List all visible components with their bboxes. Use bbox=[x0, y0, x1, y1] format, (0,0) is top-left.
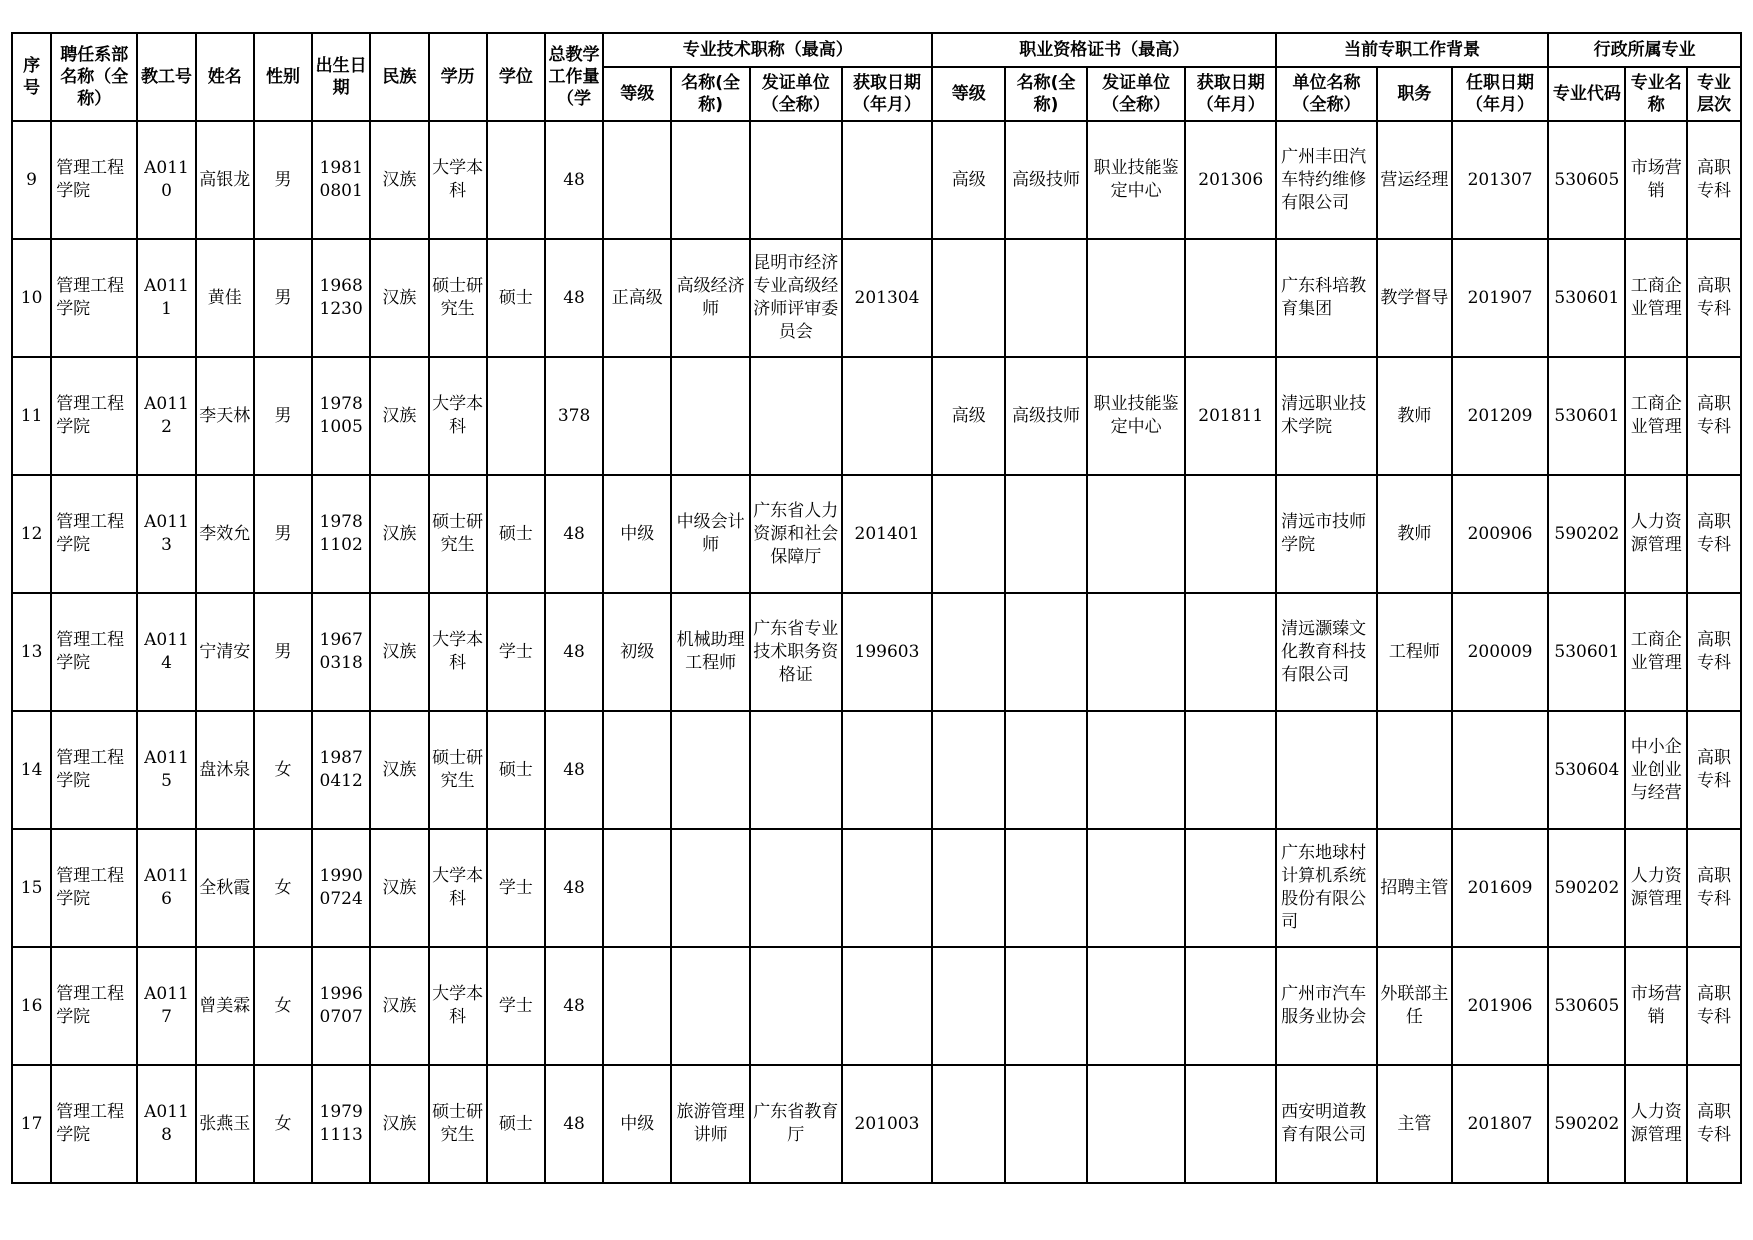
table-row bbox=[12, 239, 1741, 357]
cell-title-issuer bbox=[750, 947, 842, 1065]
cell-cert-level bbox=[932, 475, 1005, 593]
cell-title-name bbox=[671, 829, 749, 947]
cell-cert-level bbox=[932, 711, 1005, 829]
cell-employer bbox=[1276, 711, 1377, 829]
cell-seq: 16 bbox=[12, 947, 51, 1065]
cell-start-date: 201906 bbox=[1452, 947, 1548, 1065]
cell-workload: 48 bbox=[545, 121, 603, 239]
cell-seq: 11 bbox=[12, 357, 51, 475]
cell-staff-id: A0117 bbox=[137, 947, 195, 1065]
cell-degree: 学士 bbox=[487, 829, 545, 947]
cell-title-date bbox=[842, 947, 933, 1065]
cell-birth: 19900724 bbox=[312, 829, 370, 947]
cell-education: 硕士研究生 bbox=[429, 711, 487, 829]
staff-table bbox=[11, 32, 1742, 1184]
header-major-name: 专业名称 bbox=[1625, 67, 1687, 121]
cell-cert-level bbox=[932, 1065, 1005, 1183]
header-ethnicity: 民族 bbox=[370, 33, 428, 121]
header-tech-title-group: 专业技术职称（最高） bbox=[603, 33, 932, 67]
cell-position: 营运经理 bbox=[1377, 121, 1452, 239]
cell-seq: 13 bbox=[12, 593, 51, 711]
header-degree: 学位 bbox=[487, 33, 545, 121]
cell-workload: 48 bbox=[545, 593, 603, 711]
cell-cert-name: 高级技师 bbox=[1005, 121, 1087, 239]
cell-cert-issuer bbox=[1087, 829, 1186, 947]
cell-start-date: 200009 bbox=[1452, 593, 1548, 711]
cell-seq: 9 bbox=[12, 121, 51, 239]
header-gender: 性别 bbox=[254, 33, 312, 121]
cell-title-name bbox=[671, 947, 749, 1065]
cell-major-name: 人力资源管理 bbox=[1625, 1065, 1687, 1183]
cell-ethnicity: 汉族 bbox=[370, 475, 428, 593]
cell-major-code: 590202 bbox=[1548, 829, 1625, 947]
header-workload: 总教学工作量（学 bbox=[545, 33, 603, 121]
cell-cert-level: 高级 bbox=[932, 357, 1005, 475]
cell-major-level: 高职专科 bbox=[1687, 357, 1741, 475]
cell-name: 宁清安 bbox=[196, 593, 254, 711]
cell-degree: 硕士 bbox=[487, 239, 545, 357]
table-row bbox=[12, 357, 1741, 475]
cell-title-level bbox=[603, 357, 671, 475]
cell-cert-name: 高级技师 bbox=[1005, 357, 1087, 475]
cell-cert-date bbox=[1185, 475, 1276, 593]
header-major-code: 专业代码 bbox=[1548, 67, 1625, 121]
header-department: 聘任系部名称（全称） bbox=[51, 33, 137, 121]
cell-workload: 48 bbox=[545, 829, 603, 947]
cell-birth: 19781005 bbox=[312, 357, 370, 475]
cell-title-date bbox=[842, 357, 933, 475]
cell-major-name: 人力资源管理 bbox=[1625, 829, 1687, 947]
cell-degree: 学士 bbox=[487, 947, 545, 1065]
cell-title-name: 旅游管理讲师 bbox=[671, 1065, 749, 1183]
cell-employer: 广东科培教育集团 bbox=[1276, 239, 1377, 357]
table-row bbox=[12, 711, 1741, 829]
cell-cert-level: 高级 bbox=[932, 121, 1005, 239]
cell-staff-id: A0112 bbox=[137, 357, 195, 475]
cell-title-issuer bbox=[750, 121, 842, 239]
cell-cert-date bbox=[1185, 239, 1276, 357]
table-row bbox=[12, 1065, 1741, 1183]
header-major-group: 行政所属专业 bbox=[1548, 33, 1741, 67]
cell-cert-issuer bbox=[1087, 475, 1186, 593]
cell-birth: 19791113 bbox=[312, 1065, 370, 1183]
cell-education: 硕士研究生 bbox=[429, 475, 487, 593]
cell-education: 大学本科 bbox=[429, 593, 487, 711]
cell-education: 硕士研究生 bbox=[429, 239, 487, 357]
cell-major-name: 市场营销 bbox=[1625, 947, 1687, 1065]
cell-major-code: 590202 bbox=[1548, 1065, 1625, 1183]
table-row bbox=[12, 475, 1741, 593]
cell-title-issuer bbox=[750, 357, 842, 475]
header-cert-issuer: 发证单位（全称） bbox=[1087, 67, 1186, 121]
cell-title-date bbox=[842, 121, 933, 239]
cell-position: 主管 bbox=[1377, 1065, 1452, 1183]
cell-seq: 12 bbox=[12, 475, 51, 593]
cell-cert-level bbox=[932, 947, 1005, 1065]
table-row bbox=[12, 121, 1741, 239]
cell-ethnicity: 汉族 bbox=[370, 121, 428, 239]
cell-major-level: 高职专科 bbox=[1687, 475, 1741, 593]
cell-workload: 378 bbox=[545, 357, 603, 475]
cell-cert-name bbox=[1005, 829, 1087, 947]
cell-start-date: 201209 bbox=[1452, 357, 1548, 475]
cell-title-level bbox=[603, 947, 671, 1065]
cell-workload: 48 bbox=[545, 1065, 603, 1183]
cell-major-level: 高职专科 bbox=[1687, 239, 1741, 357]
cell-ethnicity: 汉族 bbox=[370, 947, 428, 1065]
cell-title-issuer bbox=[750, 829, 842, 947]
cell-major-level: 高职专科 bbox=[1687, 593, 1741, 711]
cell-cert-level bbox=[932, 829, 1005, 947]
header-cert-name: 名称(全称) bbox=[1005, 67, 1087, 121]
header-staff-id: 教工号 bbox=[137, 33, 195, 121]
header-title-issuer: 发证单位（全称） bbox=[750, 67, 842, 121]
cell-degree bbox=[487, 121, 545, 239]
cell-department: 管理工程学院 bbox=[51, 239, 137, 357]
cell-cert-name bbox=[1005, 475, 1087, 593]
cell-position: 教师 bbox=[1377, 357, 1452, 475]
cell-cert-date bbox=[1185, 593, 1276, 711]
header-start-date: 任职日期（年月） bbox=[1452, 67, 1548, 121]
cell-birth: 19670318 bbox=[312, 593, 370, 711]
cell-staff-id: A0111 bbox=[137, 239, 195, 357]
cell-degree: 学士 bbox=[487, 593, 545, 711]
cell-position: 教师 bbox=[1377, 475, 1452, 593]
cell-cert-level bbox=[932, 239, 1005, 357]
cell-title-level: 正高级 bbox=[603, 239, 671, 357]
cell-title-issuer: 广东省人力资源和社会保障厅 bbox=[750, 475, 842, 593]
header-cert-level: 等级 bbox=[932, 67, 1005, 121]
cell-start-date bbox=[1452, 711, 1548, 829]
cell-gender: 女 bbox=[254, 711, 312, 829]
cell-cert-issuer bbox=[1087, 593, 1186, 711]
cell-education: 大学本科 bbox=[429, 121, 487, 239]
header-major-level: 专业层次 bbox=[1687, 67, 1741, 121]
cell-start-date: 201807 bbox=[1452, 1065, 1548, 1183]
cell-cert-issuer bbox=[1087, 239, 1186, 357]
cell-gender: 女 bbox=[254, 947, 312, 1065]
cell-staff-id: A0110 bbox=[137, 121, 195, 239]
cell-cert-issuer bbox=[1087, 711, 1186, 829]
cell-gender: 女 bbox=[254, 829, 312, 947]
cell-employer: 清远灏臻文化教育科技有限公司 bbox=[1276, 593, 1377, 711]
cell-name: 盘沐泉 bbox=[196, 711, 254, 829]
cell-name: 全秋霞 bbox=[196, 829, 254, 947]
cell-department: 管理工程学院 bbox=[51, 711, 137, 829]
cell-ethnicity: 汉族 bbox=[370, 239, 428, 357]
cell-seq: 14 bbox=[12, 711, 51, 829]
cell-birth: 19681230 bbox=[312, 239, 370, 357]
cell-title-date: 201003 bbox=[842, 1065, 933, 1183]
cell-birth: 19781102 bbox=[312, 475, 370, 593]
cell-ethnicity: 汉族 bbox=[370, 593, 428, 711]
cell-staff-id: A0113 bbox=[137, 475, 195, 593]
header-cert-date: 获取日期（年月） bbox=[1185, 67, 1276, 121]
table-row bbox=[12, 947, 1741, 1065]
cell-cert-issuer bbox=[1087, 947, 1186, 1065]
header-title-name: 名称(全称) bbox=[671, 67, 749, 121]
cell-major-level: 高职专科 bbox=[1687, 829, 1741, 947]
cell-degree: 硕士 bbox=[487, 711, 545, 829]
cell-title-issuer bbox=[750, 711, 842, 829]
cell-education: 硕士研究生 bbox=[429, 1065, 487, 1183]
cell-major-level: 高职专科 bbox=[1687, 121, 1741, 239]
cell-major-name: 中小企业创业与经营 bbox=[1625, 711, 1687, 829]
cell-employer: 广州市汽车服务业协会 bbox=[1276, 947, 1377, 1065]
cell-education: 大学本科 bbox=[429, 829, 487, 947]
cell-name: 李效允 bbox=[196, 475, 254, 593]
cell-workload: 48 bbox=[545, 711, 603, 829]
cell-title-name bbox=[671, 711, 749, 829]
cell-title-issuer: 昆明市经济专业高级经济师评审委员会 bbox=[750, 239, 842, 357]
cell-name: 李天林 bbox=[196, 357, 254, 475]
cell-position bbox=[1377, 711, 1452, 829]
cell-title-date: 199603 bbox=[842, 593, 933, 711]
cell-cert-issuer bbox=[1087, 1065, 1186, 1183]
cell-title-level: 中级 bbox=[603, 475, 671, 593]
cell-ethnicity: 汉族 bbox=[370, 1065, 428, 1183]
header-title-date: 获取日期（年月） bbox=[842, 67, 933, 121]
cell-degree: 硕士 bbox=[487, 475, 545, 593]
cell-title-issuer: 广东省专业技术职务资格证 bbox=[750, 593, 842, 711]
table-row bbox=[12, 829, 1741, 947]
cell-title-name: 机械助理工程师 bbox=[671, 593, 749, 711]
cell-title-level: 中级 bbox=[603, 1065, 671, 1183]
cell-staff-id: A0118 bbox=[137, 1065, 195, 1183]
cell-position: 外联部主任 bbox=[1377, 947, 1452, 1065]
header-employer: 单位名称（全称） bbox=[1276, 67, 1377, 121]
cell-title-date: 201304 bbox=[842, 239, 933, 357]
cell-gender: 男 bbox=[254, 121, 312, 239]
cell-gender: 女 bbox=[254, 1065, 312, 1183]
cell-department: 管理工程学院 bbox=[51, 357, 137, 475]
cell-title-level bbox=[603, 711, 671, 829]
cell-birth: 19870412 bbox=[312, 711, 370, 829]
cell-cert-name bbox=[1005, 711, 1087, 829]
cell-cert-name bbox=[1005, 239, 1087, 357]
cell-name: 曾美霖 bbox=[196, 947, 254, 1065]
cell-employer: 广东地球村计算机系统股份有限公司 bbox=[1276, 829, 1377, 947]
cell-department: 管理工程学院 bbox=[51, 829, 137, 947]
cell-seq: 15 bbox=[12, 829, 51, 947]
cell-gender: 男 bbox=[254, 593, 312, 711]
cell-position: 工程师 bbox=[1377, 593, 1452, 711]
cell-title-date bbox=[842, 829, 933, 947]
cell-cert-name bbox=[1005, 593, 1087, 711]
cell-major-level: 高职专科 bbox=[1687, 947, 1741, 1065]
cell-major-code: 530604 bbox=[1548, 711, 1625, 829]
header-name: 姓名 bbox=[196, 33, 254, 121]
cell-staff-id: A0116 bbox=[137, 829, 195, 947]
table-body bbox=[12, 121, 1741, 1183]
cell-department: 管理工程学院 bbox=[51, 593, 137, 711]
cell-title-date: 201401 bbox=[842, 475, 933, 593]
cell-title-name: 中级会计师 bbox=[671, 475, 749, 593]
header-seq: 序号 bbox=[12, 33, 51, 121]
cell-major-level: 高职专科 bbox=[1687, 1065, 1741, 1183]
cell-birth: 19960707 bbox=[312, 947, 370, 1065]
cell-major-code: 530601 bbox=[1548, 593, 1625, 711]
cell-department: 管理工程学院 bbox=[51, 121, 137, 239]
cell-major-code: 530605 bbox=[1548, 121, 1625, 239]
header-education: 学历 bbox=[429, 33, 487, 121]
cell-cert-name bbox=[1005, 1065, 1087, 1183]
cell-degree bbox=[487, 357, 545, 475]
cell-name: 黄佳 bbox=[196, 239, 254, 357]
cell-title-date bbox=[842, 711, 933, 829]
cell-cert-level bbox=[932, 593, 1005, 711]
cell-cert-date: 201811 bbox=[1185, 357, 1276, 475]
cell-title-name bbox=[671, 121, 749, 239]
header-birth: 出生日期 bbox=[312, 33, 370, 121]
cell-name: 高银龙 bbox=[196, 121, 254, 239]
cell-workload: 48 bbox=[545, 239, 603, 357]
cell-ethnicity: 汉族 bbox=[370, 357, 428, 475]
cell-cert-name bbox=[1005, 947, 1087, 1065]
cell-employer: 广州丰田汽车特约维修有限公司 bbox=[1276, 121, 1377, 239]
cell-title-level bbox=[603, 829, 671, 947]
cell-cert-issuer: 职业技能鉴定中心 bbox=[1087, 357, 1186, 475]
cell-major-code: 590202 bbox=[1548, 475, 1625, 593]
cell-cert-date bbox=[1185, 711, 1276, 829]
cell-birth: 19810801 bbox=[312, 121, 370, 239]
cell-start-date: 200906 bbox=[1452, 475, 1548, 593]
cell-major-name: 市场营销 bbox=[1625, 121, 1687, 239]
cell-department: 管理工程学院 bbox=[51, 1065, 137, 1183]
cell-title-level bbox=[603, 121, 671, 239]
table-row bbox=[12, 593, 1741, 711]
cell-education: 大学本科 bbox=[429, 947, 487, 1065]
cell-ethnicity: 汉族 bbox=[370, 829, 428, 947]
cell-workload: 48 bbox=[545, 947, 603, 1065]
cell-cert-date bbox=[1185, 947, 1276, 1065]
cell-position: 教学督导 bbox=[1377, 239, 1452, 357]
cell-staff-id: A0115 bbox=[137, 711, 195, 829]
cell-name: 张燕玉 bbox=[196, 1065, 254, 1183]
cell-title-name: 高级经济师 bbox=[671, 239, 749, 357]
cell-major-name: 工商企业管理 bbox=[1625, 593, 1687, 711]
header-cert-group: 职业资格证书（最高） bbox=[932, 33, 1276, 67]
cell-major-level: 高职专科 bbox=[1687, 711, 1741, 829]
header-title-level: 等级 bbox=[603, 67, 671, 121]
cell-position: 招聘主管 bbox=[1377, 829, 1452, 947]
header-position: 职务 bbox=[1377, 67, 1452, 121]
cell-gender: 男 bbox=[254, 239, 312, 357]
cell-ethnicity: 汉族 bbox=[370, 711, 428, 829]
cell-cert-date bbox=[1185, 829, 1276, 947]
cell-title-name bbox=[671, 357, 749, 475]
header-job-group: 当前专职工作背景 bbox=[1276, 33, 1548, 67]
cell-major-code: 530601 bbox=[1548, 239, 1625, 357]
cell-start-date: 201907 bbox=[1452, 239, 1548, 357]
cell-start-date: 201307 bbox=[1452, 121, 1548, 239]
cell-major-name: 工商企业管理 bbox=[1625, 357, 1687, 475]
cell-staff-id: A0114 bbox=[137, 593, 195, 711]
cell-major-code: 530601 bbox=[1548, 357, 1625, 475]
cell-employer: 清远市技师学院 bbox=[1276, 475, 1377, 593]
cell-major-name: 工商企业管理 bbox=[1625, 239, 1687, 357]
cell-education: 大学本科 bbox=[429, 357, 487, 475]
cell-department: 管理工程学院 bbox=[51, 475, 137, 593]
cell-cert-date: 201306 bbox=[1185, 121, 1276, 239]
cell-gender: 男 bbox=[254, 475, 312, 593]
cell-degree: 硕士 bbox=[487, 1065, 545, 1183]
cell-start-date: 201609 bbox=[1452, 829, 1548, 947]
cell-major-code: 530605 bbox=[1548, 947, 1625, 1065]
cell-cert-date bbox=[1185, 1065, 1276, 1183]
cell-cert-issuer: 职业技能鉴定中心 bbox=[1087, 121, 1186, 239]
cell-workload: 48 bbox=[545, 475, 603, 593]
cell-employer: 西安明道教育有限公司 bbox=[1276, 1065, 1377, 1183]
cell-gender: 男 bbox=[254, 357, 312, 475]
cell-employer: 清远职业技术学院 bbox=[1276, 357, 1377, 475]
cell-seq: 10 bbox=[12, 239, 51, 357]
cell-title-issuer: 广东省教育厅 bbox=[750, 1065, 842, 1183]
cell-department: 管理工程学院 bbox=[51, 947, 137, 1065]
cell-major-name: 人力资源管理 bbox=[1625, 475, 1687, 593]
cell-seq: 17 bbox=[12, 1065, 51, 1183]
cell-title-level: 初级 bbox=[603, 593, 671, 711]
